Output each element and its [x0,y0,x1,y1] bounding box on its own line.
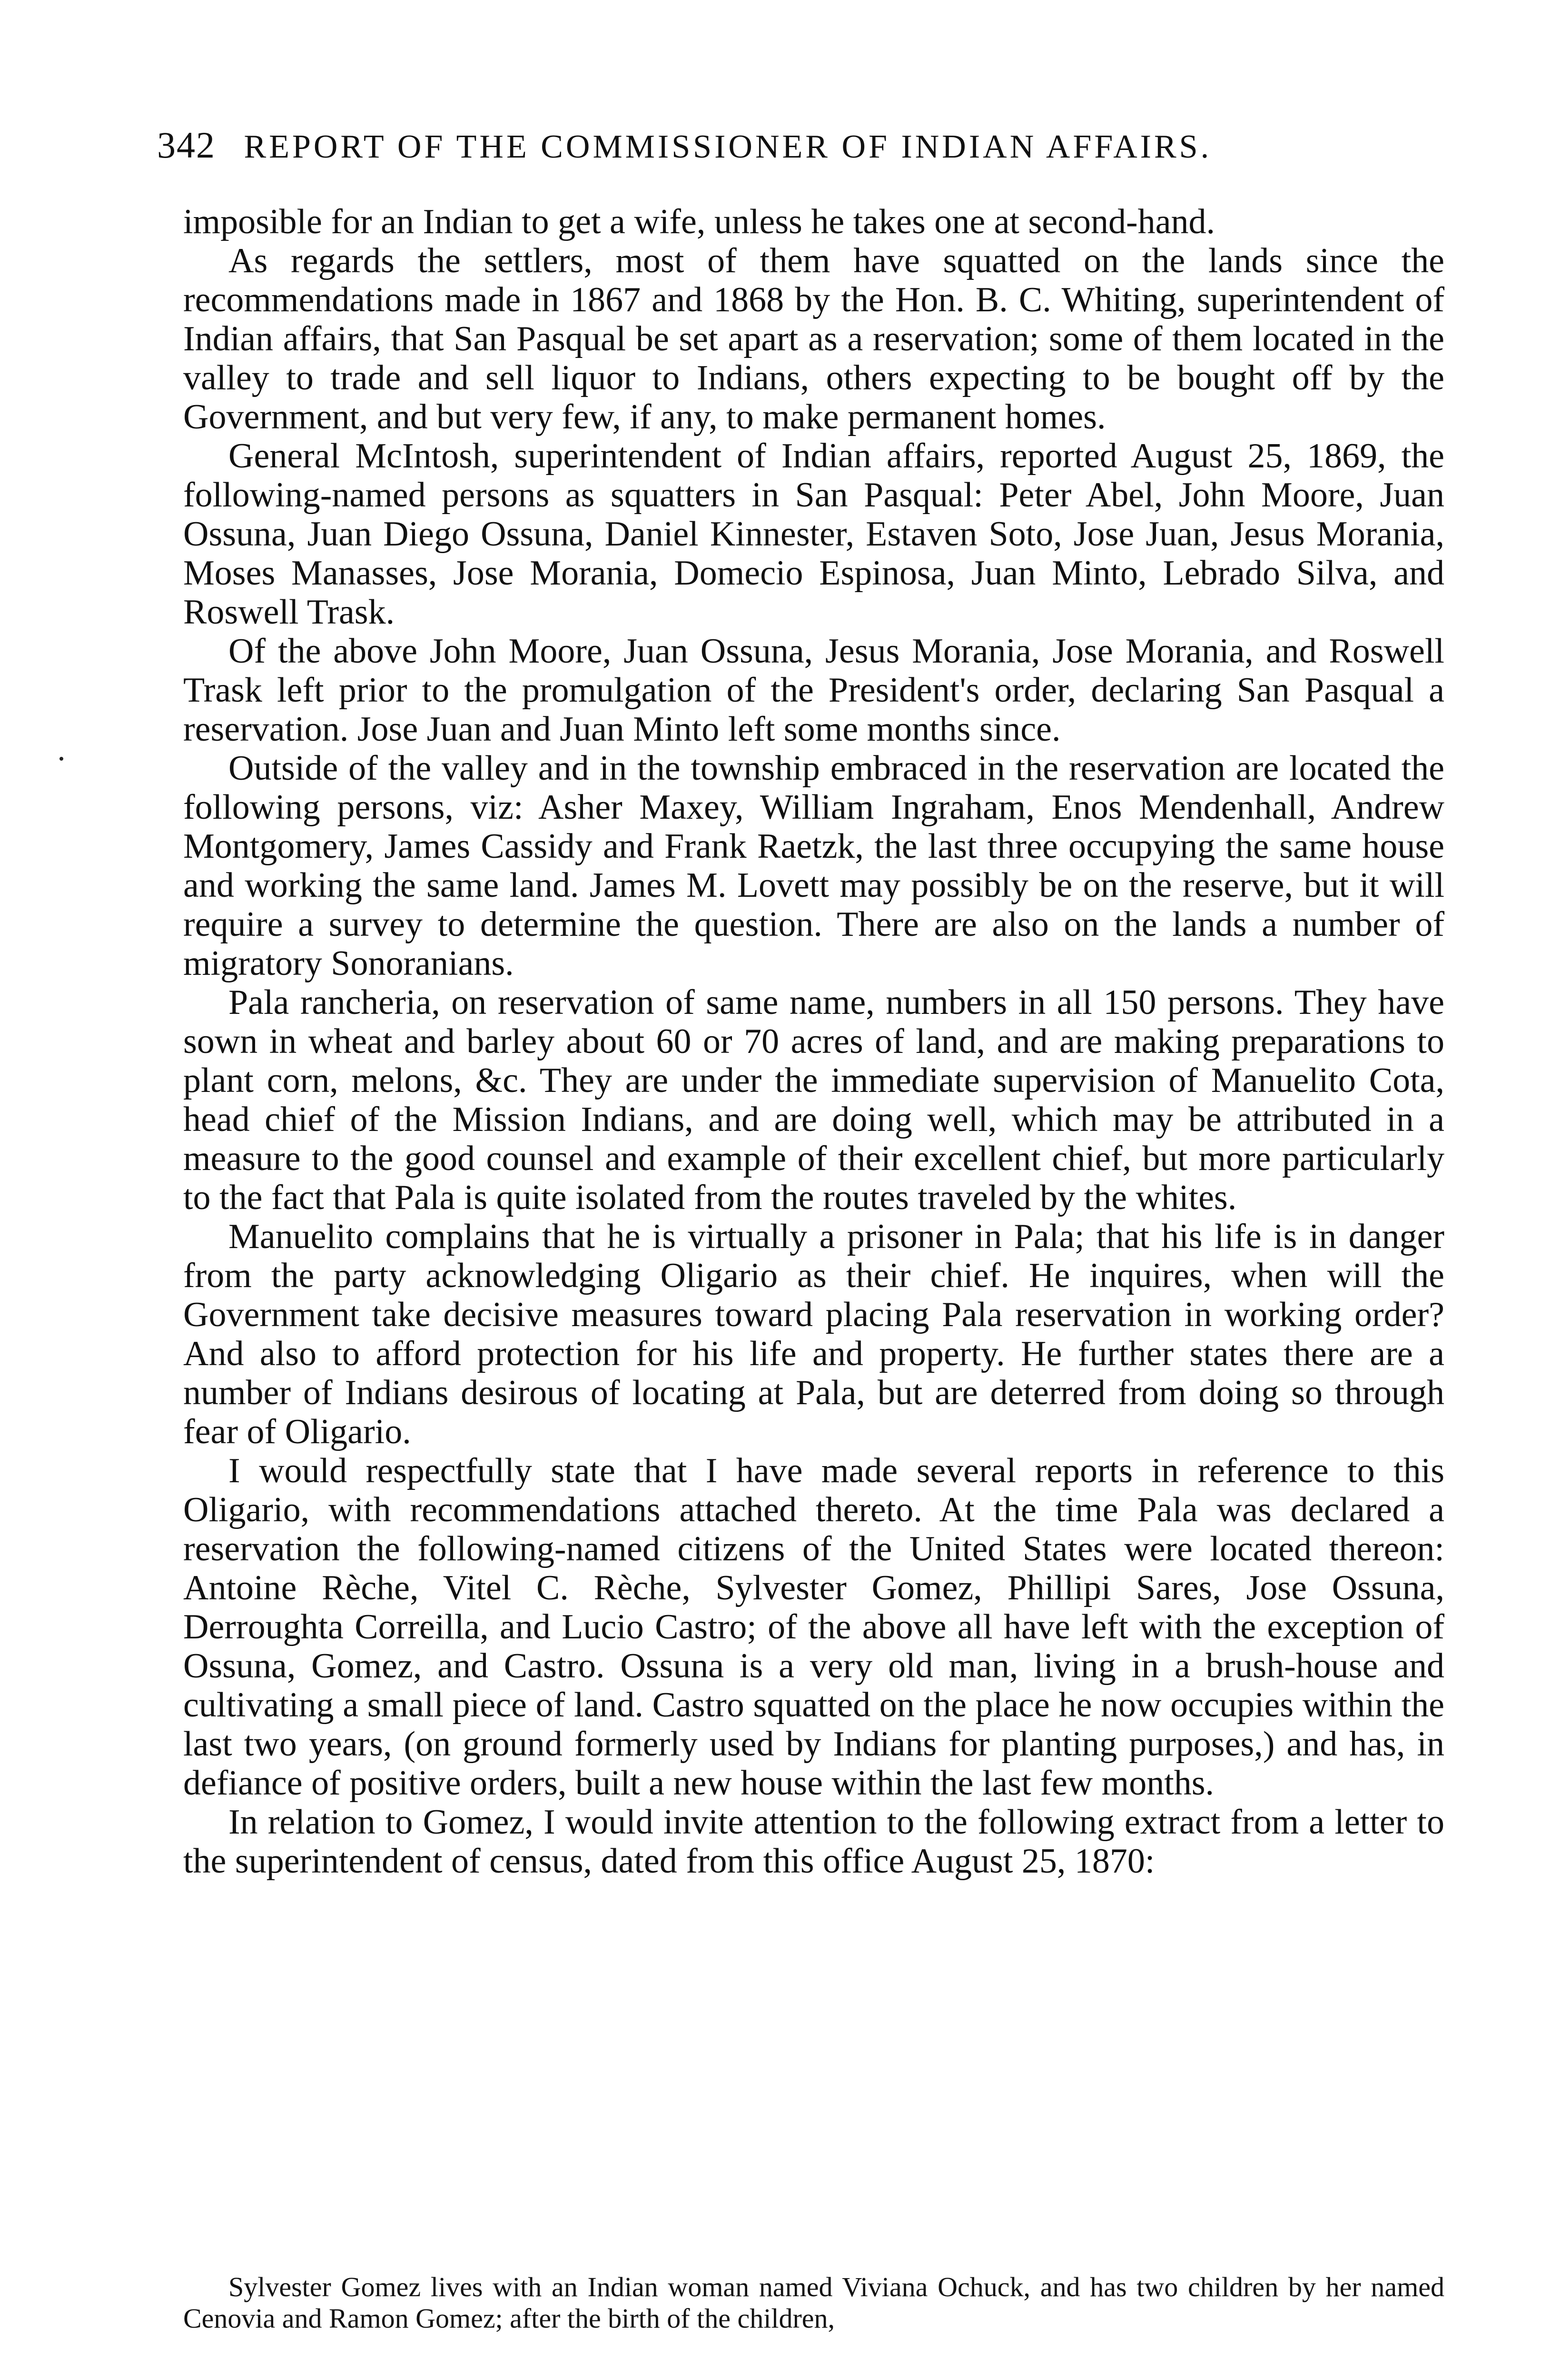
block-quote [183,2271,1444,2334]
print-speck [59,757,63,761]
paragraph-oligario: I would respectfully state that I have made several reports in reference to this Oligario, with recommendations attached thereto. At the time Pala was declared a reservation the following-named citizens of the United States were located thereon: Antoine Rèche, Vitel C. Rèche, Sylvester Gomez, Phillipi Sares, Jose Ossuna, Derroughta Correilla, and Lucio Castro; of the above all have left with the exception of Ossuna, Gomez, and Castro. Ossuna is a very old man, living in a brush-house and cultivating a small piece of land. Castro squatted on the place he now occupies within the last two years, (on ground formerly used by Indians for planting purposes,) and has, in defiance of positive orders, built a new house within the last few months. [183,1451,1444,1803]
paragraph-squatters-list: General McIntosh, superintendent of Indian affairs, reported August 25, 1869, the following-named persons as squatters in San Pasqual: Peter Abel, John Moore, Juan Ossuna, Juan Diego Ossuna, Daniel Kinnester, Estaven Soto, Jose Juan, Jesus Morania, Moses Manasses, Jose Morania, Domecio Espinosa, Juan Minto, Lebrado Silva, and Roswell Trask. [183,436,1444,632]
quote-text: Sylvester Gomez lives with an Indian woman named Viviana Ochuck, and has two children by her named Cenovia and Ramon Gomez; after the birth of the children, [183,2271,1444,2334]
running-title: REPORT OF THE COMMISSIONER OF INDIAN AFFAIRS. [244,129,1212,165]
paragraph-manuelito: Manuelito complains that he is virtually a prisoner in Pala; that his life is in danger from the party acknowledging Oligario as their chief. He inquires, when will the Government take decisive measures toward placing Pala reservation in working order? And also to afford protection for his life and property. He further states there are a number of Indians desirous of locating at Pala, but are deterred from doing so through fear of Oligario. [183,1217,1444,1451]
paragraph-pala-rancheria: Pala rancheria, on reservation of same name, numbers in all 150 persons. They have sown in wheat and barley about 60 or 70 acres of land, and are making preparations to plant corn, melons, &c. They are under the immediate supervision of Manuelito Cota, head chief of the Mission Indians, and are doing well, which may be attributed in a measure to the good counsel and example of their excellent chief, but more particularly to the fact that Pala is quite isolated from the routes traveled by the whites. [183,983,1444,1217]
body-text [183,202,1444,1881]
paragraph-departed: Of the above John Moore, Juan Ossuna, Jesus Morania, Jose Morania, and Roswell Trask left prior to the promulgation of the President's order, declaring San Pasqual a reservation. Jose Juan and Juan Minto left some months since. [183,632,1444,749]
page-header [157,124,1390,169]
paragraph-continuation: imposible for an Indian to get a wife, unless he takes one at second-hand. [183,202,1215,241]
page-number: 342 [157,124,216,166]
paragraph-settlers: As regards the settlers, most of them have squatted on the lands since the recommendations made in 1867 and 1868 by the Hon. B. C. Whiting, superintendent of Indian affairs, that San Pasqual be set apart as a reservation; some of them located in the valley to trade and sell liquor to Indians, others expecting to be bought off by the Government, and but very few, if any, to make permanent homes. [183,241,1444,436]
paragraph-outside-valley: Outside of the valley and in the township embraced in the reservation are located the following persons, viz: Asher Maxey, William Ingraham, Enos Mendenhall, Andrew Montgomery, James Cassidy and Frank Raetzk, the last three occupying the same house and working the same land. James M. Lovett may possibly be on the reserve, but it will require a survey to determine the question. There are also on the lands a number of migratory Sonoranians. [183,749,1444,983]
paragraph-gomez: In relation to Gomez, I would invite attention to the following extract from a letter to the superintendent of census, dated from this office August 25, 1870: [183,1803,1444,1881]
